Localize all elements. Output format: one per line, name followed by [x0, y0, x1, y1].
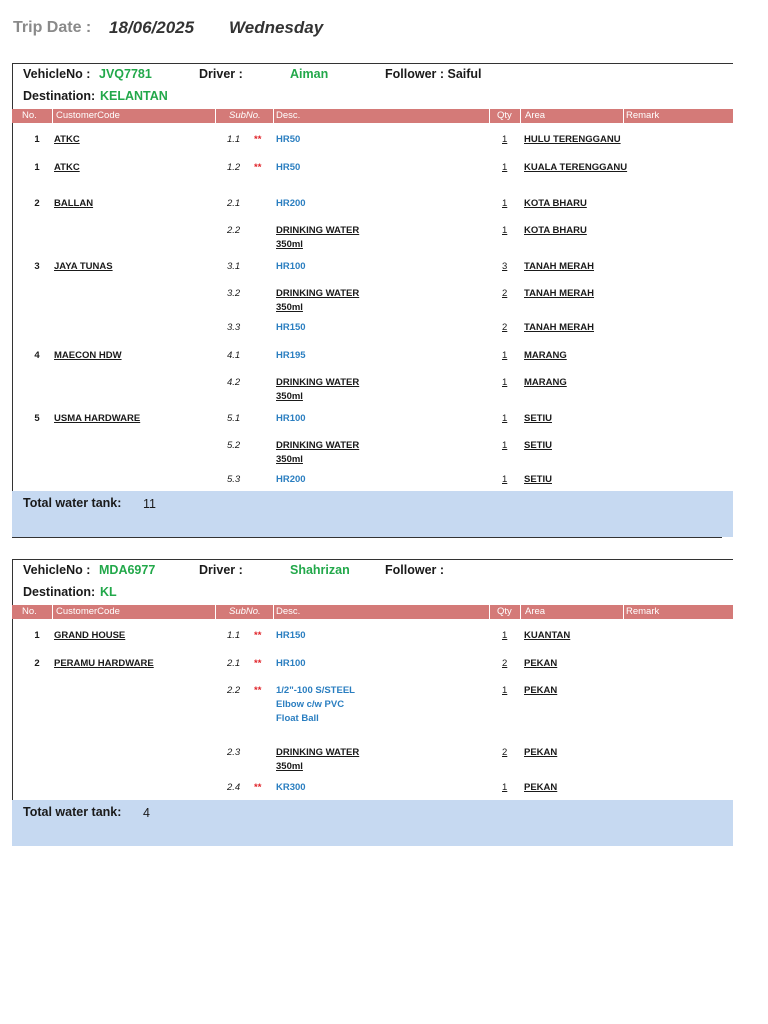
column-header-qty: Qty [497, 110, 512, 121]
item-description: 1/2"-100 S/STEEL Elbow c/w PVC Float Ball [276, 685, 355, 724]
total-bar [12, 491, 733, 537]
quantity: 1 [502, 782, 508, 793]
area: TANAH MERAH [524, 288, 595, 299]
total-value: 4 [143, 806, 150, 820]
trip-section [12, 559, 733, 846]
quantity: 1 [502, 413, 508, 424]
area: PEKAN [524, 658, 558, 669]
item-description: HR150 [276, 322, 306, 333]
sub-number: 3.1 [227, 261, 241, 272]
area: KUANTAN [524, 630, 571, 641]
row-number: 1 [34, 162, 40, 173]
sub-number: 1.2 [227, 162, 241, 173]
area: MARANG [524, 377, 567, 388]
sub-number: 3.2 [227, 288, 241, 299]
item-description: HR195 [276, 350, 306, 361]
total-value: 11 [143, 497, 156, 511]
vehicle-label: VehicleNo : [23, 67, 91, 81]
sub-number: 2.2 [227, 685, 241, 696]
area: SETIU [524, 474, 552, 485]
column-divider [273, 605, 274, 619]
priority-marker: ** [254, 685, 262, 696]
customer-code: JAYA TUNAS [54, 261, 113, 272]
vehicle-number: JVQ7781 [99, 67, 152, 81]
item-description: HR150 [276, 630, 306, 641]
follower-label: Follower : [385, 563, 445, 577]
customer-code: GRAND HOUSE [54, 630, 126, 641]
quantity: 1 [502, 134, 508, 145]
column-divider [52, 605, 53, 619]
sub-number: 4.1 [227, 350, 241, 361]
row-number: 5 [34, 413, 40, 424]
driver-name: Shahrizan [290, 563, 350, 577]
quantity: 2 [502, 747, 508, 758]
quantity: 1 [502, 350, 508, 361]
column-header-remark: Remark [626, 110, 660, 121]
column-divider [489, 605, 490, 619]
area: PEKAN [524, 685, 558, 696]
area: KOTA BHARU [524, 225, 587, 236]
column-divider [215, 109, 216, 123]
row-number: 3 [34, 261, 40, 272]
priority-marker: ** [254, 630, 262, 641]
customer-code: MAECON HDW [54, 350, 122, 361]
column-header-area: Area [525, 606, 546, 617]
item-description: DRINKING WATER 350ml [276, 440, 360, 465]
sub-number: 1.1 [227, 134, 241, 145]
customer-code: ATKC [54, 134, 80, 145]
vehicle-number: MDA6977 [99, 563, 156, 577]
column-divider [623, 109, 624, 123]
area: MARANG [524, 350, 567, 361]
destination-label: Destination: [23, 89, 96, 103]
quantity: 1 [502, 474, 508, 485]
column-divider [520, 605, 521, 619]
priority-marker: ** [254, 134, 262, 145]
driver-label: Driver : [199, 563, 243, 577]
item-description: HR200 [276, 198, 306, 209]
area: PEKAN [524, 747, 558, 758]
column-divider [273, 109, 274, 123]
customer-code: PERAMU HARDWARE [54, 658, 154, 669]
area: HULU TERENGGANU [524, 134, 621, 145]
row-number: 1 [34, 630, 40, 641]
column-divider [623, 605, 624, 619]
driver-label: Driver : [199, 67, 243, 81]
column-divider [215, 605, 216, 619]
column-header-desc: Desc. [276, 110, 301, 121]
total-label: Total water tank: [23, 496, 122, 510]
item-description: DRINKING WATER 350ml [276, 225, 360, 250]
column-header-desc: Desc. [276, 606, 301, 617]
row-number: 2 [34, 198, 40, 209]
sub-number: 2.2 [227, 225, 241, 236]
trip-day: Wednesday [229, 18, 324, 37]
sub-number: 2.1 [227, 198, 241, 209]
sub-number: 5.3 [227, 474, 241, 485]
column-header-customer: CustomerCode [56, 110, 120, 121]
priority-marker: ** [254, 782, 262, 793]
area: SETIU [524, 440, 552, 451]
area: TANAH MERAH [524, 322, 595, 333]
area: KUALA TERENGGANU [524, 162, 628, 173]
item-description: HR50 [276, 162, 301, 173]
customer-code: BALLAN [54, 198, 94, 209]
area: PEKAN [524, 782, 558, 793]
item-description: HR50 [276, 134, 301, 145]
quantity: 1 [502, 630, 508, 641]
destination-label: Destination: [23, 585, 96, 599]
trip-date: 18/06/2025 [109, 18, 195, 37]
quantity: 2 [502, 322, 508, 333]
sub-number: 5.2 [227, 440, 241, 451]
item-description: DRINKING WATER 350ml [276, 747, 360, 772]
row-number: 1 [34, 134, 40, 145]
item-description: DRINKING WATER 350ml [276, 288, 360, 313]
sub-number: 2.1 [227, 658, 241, 669]
area: TANAH MERAH [524, 261, 595, 272]
table-header [12, 109, 733, 123]
quantity: 1 [502, 440, 508, 451]
quantity: 1 [502, 377, 508, 388]
destination-value: KELANTAN [100, 89, 168, 103]
row-number: 2 [34, 658, 40, 669]
section-border-bottom [12, 537, 722, 538]
column-header-no: No. [22, 110, 37, 121]
column-header-remark: Remark [626, 606, 660, 617]
item-description: HR200 [276, 474, 306, 485]
sub-number: 1.1 [227, 630, 241, 641]
destination-value: KL [100, 585, 117, 599]
column-divider [52, 109, 53, 123]
quantity: 1 [502, 162, 508, 173]
quantity: 1 [502, 225, 508, 236]
section-border-left [12, 64, 13, 538]
column-divider [489, 109, 490, 123]
driver-name: Aiman [290, 67, 329, 81]
customer-code: ATKC [54, 162, 80, 173]
priority-marker: ** [254, 162, 262, 173]
item-description: HR100 [276, 413, 306, 424]
customer-code: USMA HARDWARE [54, 413, 141, 424]
priority-marker: ** [254, 658, 262, 669]
column-divider [520, 109, 521, 123]
item-description: HR100 [276, 261, 306, 272]
vehicle-label: VehicleNo : [23, 563, 91, 577]
column-header-area: Area [525, 110, 546, 121]
total-label: Total water tank: [23, 805, 122, 819]
quantity: 2 [502, 658, 508, 669]
sub-number: 4.2 [227, 377, 241, 388]
area: KOTA BHARU [524, 198, 587, 209]
item-description: DRINKING WATER 350ml [276, 377, 360, 402]
area: SETIU [524, 413, 552, 424]
item-description: HR100 [276, 658, 306, 669]
quantity: 3 [502, 261, 508, 272]
trip-section [12, 63, 733, 538]
column-header-customer: CustomerCode [56, 606, 120, 617]
table-header [12, 605, 733, 619]
row-number: 4 [34, 350, 40, 361]
quantity: 1 [502, 685, 508, 696]
sub-number: 2.4 [227, 782, 241, 793]
item-description: KR300 [276, 782, 306, 793]
total-bar [12, 800, 733, 846]
column-header-sub: SubNo. [229, 606, 261, 617]
follower-label: Follower : Saiful [385, 67, 482, 81]
sub-number: 3.3 [227, 322, 241, 333]
quantity: 1 [502, 198, 508, 209]
sub-number: 5.1 [227, 413, 241, 424]
column-header-no: No. [22, 606, 37, 617]
column-header-qty: Qty [497, 606, 512, 617]
column-header-sub: SubNo. [229, 110, 261, 121]
trip-date-label: Trip Date : [13, 19, 92, 36]
sub-number: 2.3 [227, 747, 241, 758]
quantity: 2 [502, 288, 508, 299]
